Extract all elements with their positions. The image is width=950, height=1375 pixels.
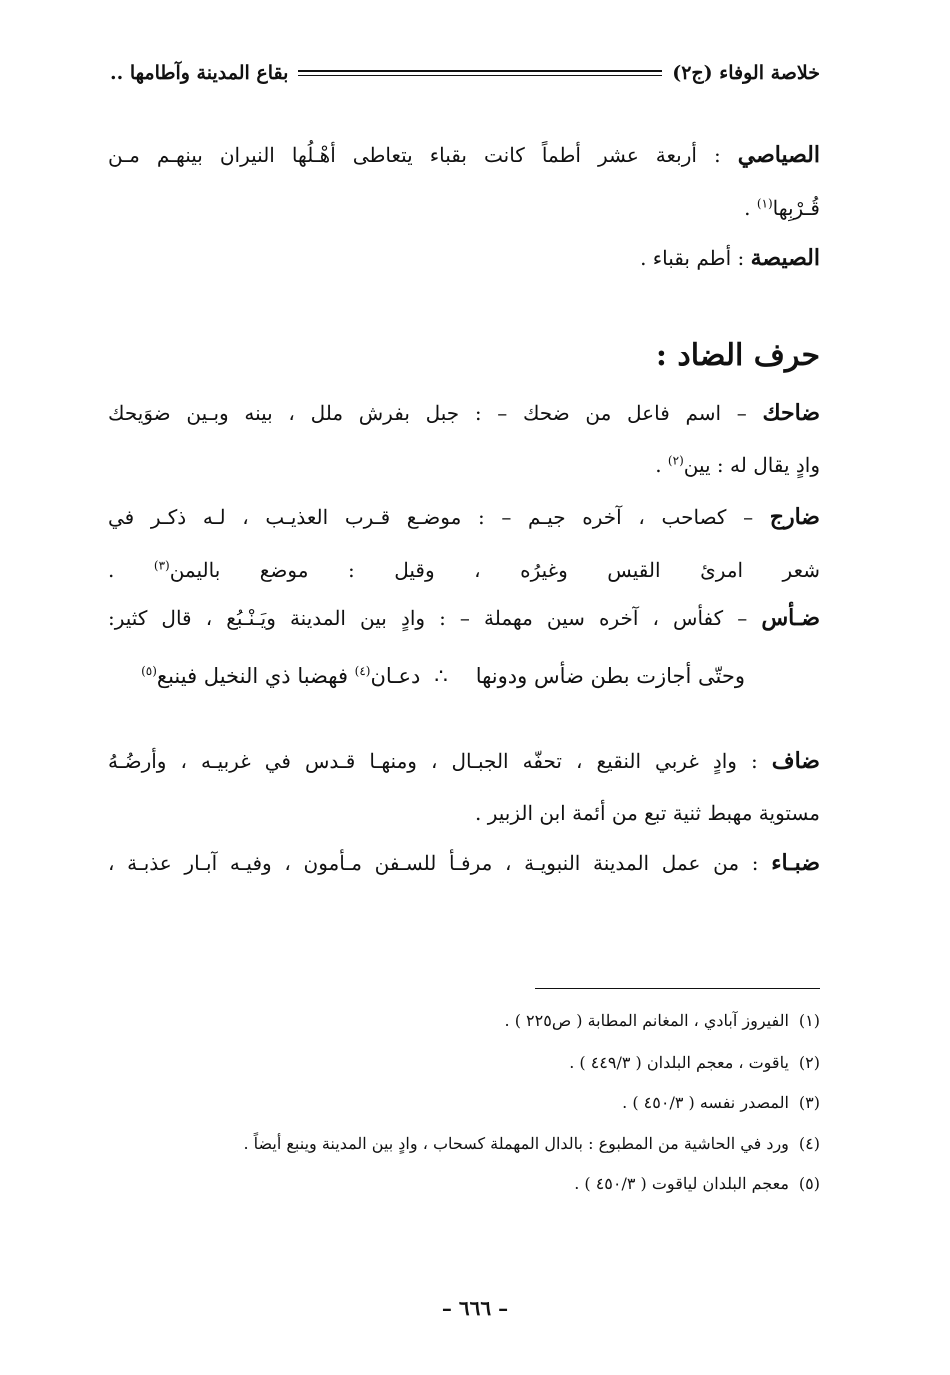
entry-keyword: الصياصي (737, 142, 820, 168)
footnote (574, 1171, 820, 1197)
entry-text: – كصاحب ، آخره جيـم – : موضـع قـرب العذيـب ، لـه ذكـر في (108, 505, 770, 529)
entry-line (108, 603, 820, 633)
running-header (110, 58, 820, 88)
entry-line (108, 848, 820, 878)
entry-text: : أربعة عشر أطماً كانت بقباء يتعاطى أهْـلُها النيران بينهـم مـن (108, 143, 738, 167)
footnote-number: (١) (798, 1011, 820, 1030)
footnote-divider (535, 988, 820, 989)
entry-text: – كفأس ، آخره سين مهملة – : وادٍ بين المدينة ويَـنْـبُع ، قال كثير: (108, 606, 762, 630)
entry-text: : أطم بقباء . (640, 246, 751, 270)
entry-text: شعر امرئ القيس وغيرُه ، وقيل : موضع باليمن (169, 558, 820, 582)
page-number: – ٦٦٦ – (441, 1296, 509, 1320)
footnote-mark: (٥) (141, 664, 157, 678)
footnote-number: (٣) (798, 1093, 820, 1112)
footnote-mark: (٣) (153, 558, 170, 573)
verse-text: دعـان (370, 664, 421, 688)
footnote (569, 1050, 820, 1076)
footnote-text: ياقوت ، معجم البلدان ( ٤٤٩/٣ ) . (569, 1053, 789, 1072)
entry-text: مستوية مهبط ثنية تبع من أئمة ابن الزبير . (475, 801, 820, 825)
book-title: خلاصة الوفاء (ج٢) (672, 62, 820, 84)
entry-keyword: ضبـاء (771, 850, 820, 876)
footnote-mark: (١) (756, 196, 773, 211)
entry-text: قُـرْبِها (772, 196, 820, 220)
entry-text: : من عمل المدينة النبويـة ، مرفـأ للسـفن مـأمون ، وفيـه آبـار عذبـة ، (108, 851, 772, 875)
entry-line (108, 398, 820, 428)
footnote-text: الفيروز آبادي ، المغانم المطابة ( ص٢٢٥ ) . (504, 1011, 789, 1030)
entry-line (108, 746, 820, 776)
footnote-text: المصدر نفسه ( ٤٥٠/٣ ) . (622, 1093, 789, 1112)
entry-keyword: ضاف (771, 748, 820, 774)
section-heading: حرف الضاد : (655, 338, 820, 373)
entry-keyword: ضارج (769, 504, 820, 530)
footnote (244, 1131, 821, 1157)
entry-line (744, 193, 820, 223)
entry-text: . (655, 453, 668, 477)
footnote-text: معجم البلدان لياقوت ( ٤٥٠/٣ ) . (574, 1174, 789, 1193)
section-title: بقاع المدينة وآطامها .. (110, 62, 289, 84)
entry-line (655, 450, 820, 480)
entry-keyword: الصيصة (750, 245, 820, 271)
footnote-number: (٤) (798, 1134, 820, 1153)
entry-text: . (108, 558, 154, 582)
footnote-mark: (٢) (667, 453, 684, 468)
entry-line (108, 140, 820, 170)
footnote-text: ورد في الحاشية من المطبوع : بالدال المهملة كسحاب ، وادٍ بين المدينة وينبع أيضاً . (243, 1134, 789, 1153)
entry-line (108, 502, 820, 532)
footnote-mark: (٤) (354, 664, 371, 678)
poetry-verse (141, 660, 745, 692)
footnote (622, 1090, 820, 1116)
entry-keyword: ضـأس (761, 605, 820, 631)
header-rule (298, 70, 662, 76)
verse-hemistich-1: وحتّى أجازت بطن ضأس ودونها (475, 664, 745, 688)
entry-text: وادٍ يقال له : يين (683, 453, 820, 477)
entry-text: – اسم فاعل من ضحك – : جبل بفرش ملل ، بينه وبـين ضوَيحك (108, 401, 763, 425)
entry-keyword: ضاحك (762, 400, 820, 426)
verse-separator: ∴ (434, 664, 448, 688)
verse-text: فهضبا ذي النخيل فينبع (156, 664, 355, 688)
entry-line (108, 555, 820, 585)
footnote-number: (٥) (798, 1174, 820, 1193)
footnote-number: (٢) (798, 1053, 820, 1072)
entry-text: : وادٍ غربي النقيع ، تحفّه الجبـال ، ومنهـا قـدس في غربيـه ، وأرضُـهُ (108, 749, 772, 773)
verse-hemistich-2 (141, 660, 420, 692)
footnote (505, 1008, 820, 1034)
entry-text: . (744, 196, 757, 220)
entry-line (475, 798, 820, 828)
entry-line (640, 243, 820, 273)
